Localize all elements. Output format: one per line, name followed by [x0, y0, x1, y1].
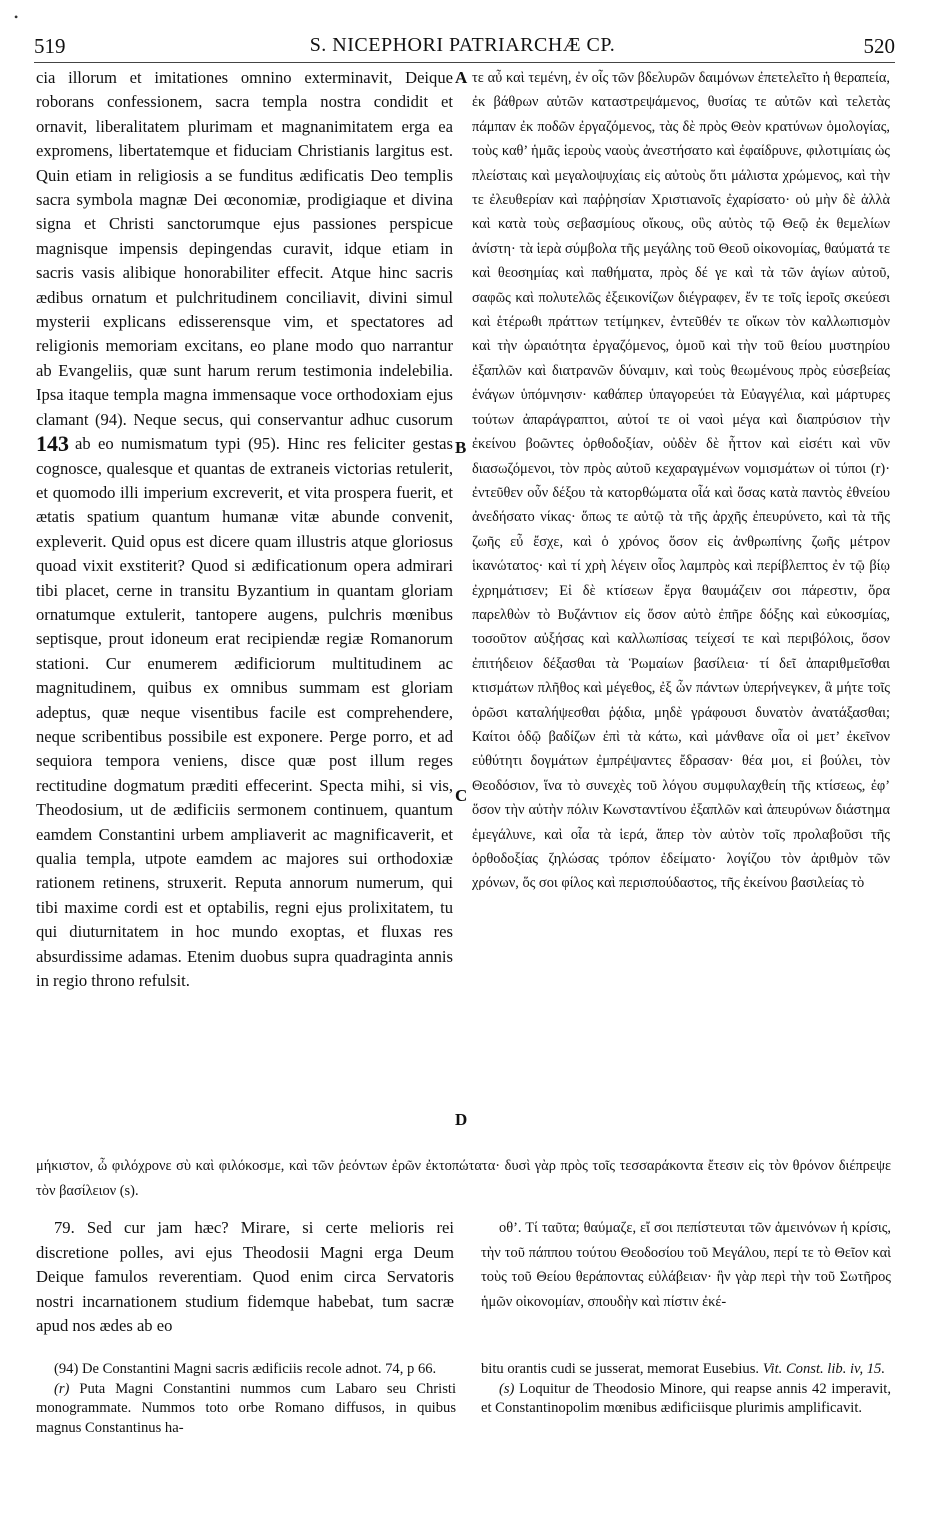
greek-column-top	[472, 66, 890, 1150]
footnote-r-continued	[481, 1360, 891, 1380]
greek-column-bottom	[481, 1216, 891, 1340]
footnote-s	[481, 1380, 891, 1419]
footnotes-left	[36, 1360, 456, 1460]
latin-text-part-1: cia illorum et imitationes omnino exterminavit, Deique roborans confessionem, sacra templa nostra condidit et ornavit, liberalitatem plurimam et magnanimitatem erga ea expromens, libertatemque et fiduciam Christianis largitus est. Quin etiam in religiosis a se funditus ædificatis Deo templis sacra symbola magnæ Dei œconomiæ, prodigiaque et divina signa et Christi sanctorumque ejus passiones perspicue magnisque impensis depingendas curavit, idque etiam in sacris vasis alibique honorabiliter effecit. Atque hinc sacris ædibus ornatum et pulchritudinem conciliavit, divini simul mysterii explicans edisserensque vim, et spectatores ad religionis memoriam excitans, eo plane modo quo narrantur ab Evangeliis, quæ sunt harum rerum testimonia indelebilia. Ipsa itaque templa magna immensaque voce orthodoxiam ejus clamant (94). Neque secus, qui conservantur adhuc cusorum	[36, 68, 453, 429]
greek-full-width-lines	[36, 1154, 891, 1208]
section-marker-c: C	[455, 786, 468, 805]
latin-section-79: 79. Sed cur jam hæc? Mirare, si certe melioris rei discretione polles, avi ejus Theodosii Magni erga Deum Deique famulos reverentiam. Quod enim circa Servatoris nostri incarnationem studium fidemque habebat, tum sacræ apud nos ædes ab eo	[36, 1218, 454, 1336]
footnote-r-text: Puta Magni Constantini nummos cum Labaro seu Christi monogrammate. Nummos toto orbe Romano diffusos, in quibus magnus Constantinus ha-	[36, 1380, 456, 1436]
footnote-r-ref: (r)	[54, 1380, 70, 1397]
footnote-s-ref: (s)	[499, 1380, 515, 1397]
latin-column-top	[36, 66, 453, 1150]
greek-paragraph: τε αὖ καὶ τεμένη, ἐν οἷς τῶν βδελυρῶν δαιμόνων ἐπετελεῖτο ἡ θεραπεία, ἐκ βάθρων αὐτῶν καταστρεψάμενος, θυσίας τε αὐτῶν καὶ τελετὰς πάμπαν ἐκ ποδῶν ἐργαζόμενος, τὰς δὲ πρὸς Θεὸν κρατύνων ὁμολογίας, τοὺς καθ’ ἡμᾶς ἱεροὺς ναοὺς ἀνεστήσατο καὶ ἐφαίδρυνε, φιλοτιμίαις ὡς πλείσταις καὶ μεγαλοψυχίαις εἰς αὐτοὺς ὅτι μάλιστα χρώμενος, καὶ τὴν τε ἐλευθερίαν καὶ παῤῥησίαν Χριστιανοῖς ἐχαρίσατο· οὐ μὴν δὲ ἀλλὰ καὶ κατὰ τοὺς σεβασμίους οἴκους, οὓς αὐτὸς τῷ Θεῷ ἐκ θεμελίων ἀνίστη· τὰ ἱερὰ σύμβολα τῆς μεγάλης τοῦ Θεοῦ οἰκονομίας, θαύματά τε καὶ θεοσημίας καὶ παθήματα, πρὸς δέ γε καὶ τὰ τῶν ἁγίων αὐτοῦ, σαφῶς καὶ πολυτελῶς ἐξεικονίζων διέγραφεν, ἔν τε τοῖς ἱεροῖς σκεύεσι καὶ ἑτέρωθι πράττων τετίμηκεν, ἐντεῦθέν τε οἴκων τὸν καλλωπισμὸν καὶ τὴν ὡραιότητα ἐργαζόμενος, ὁμοῦ καὶ τὴν τοῦ θείου μυστηρίου ἐξαπλῶν καὶ διατρανῶν δύναμιν, καὶ τοὺς θεωμένους πρὸς εὐσεβείας ἐνάγων ὑπόμνησιν· καθάπερ ὑπαγορεύει τὰ Εὐαγγέλια, καὶ μάρτυρες τούτων ἀπαράγραπτοι, αὐτοί τε οἱ ναοὶ μέγα καὶ διαπρύσιον τὴν ἐκείνου βοῶντες ὀρθοδοξίαν, οὐδὲν δὲ ἧττον καὶ εἰσέτι καὶ νῦν διασωζόμενοι, τὸν πρὸς αὐτοῦ κεχαραγμένων νομισμάτων οἱ τύποι (r)· ἐντεῦθεν οὖν δέξου τὰ κατορθώματα οἷά καὶ ὅσας κατὰ παντὸς ἐθνείου ἀνεδήσατο νίκας· ὅπως τε αὐτῷ τὰ τῆς ἀρχῆς ἐπευρύνετο, καὶ τὰ τῆς ζωῆς εὖ ἔσχε, καὶ ὁ χρόνος ὅσον εἰς ἀνθρωπίνης ζωῆς μέτρον ἱκανώτατος· καὶ τί χρὴ λέγειν οἷος λαμπρὸς καὶ περίβλεπτος ἐν τῷ βίῳ ἐχρημάτισεν; Εἰ δὲ κτίσεων ἔργα θαυμάζειν σοι πάρεστιν, ὅρα παρελθὼν τὸ Βυζάντιον εἰς ὅσον αὐτὸ ἐπῆρε δόξης καὶ εὐκοσμίας, τοσοῦτον αὐξήσας καὶ καλλωπίσας τείχεσί τε καὶ περιβόλοις, ὅσον ἐπιτήδειον δέξασθαι τὰ Ῥωμαίων βασίλεια· τί δεῖ ἀπαριθμεῖσθαι κτισμάτων πλῆθος καὶ μέγεθος, ἐξ ὧν πάντων ὑπερήνεγκεν, ἃ μήτε τοῖς ὁρῶσι καταλήψεσθαι ῥᾴδια, μηδὲ γράφουσι δυνατὸν ἀνατάξασθαι; Καίτοι ὁδῷ βαδίζων ἐπὶ τὰ κάτω, καὶ μάνθανε οἷα οἱ μετ’ ἐκεῖνον εὐθύτητι δογμάτων ἐμπρέψαντες ἔδρασαν· θέα μοι, εἰ βούλει, τὸν Θεοδόσιον, ἵνα τὸ συνεχὲς τοῦ λόγου συμφυλαχθείη τῆς κτίσεως, ἐφ’ ὅσον τὴν αὐτὴν πόλιν Κωνσταντίνου ἐξαπλῶν καὶ ἀπευρύνων διάστημα ἐμεγάλυνε, καὶ οἷα τὰ ἱερά, ἅπερ τὸν αὐτὸν τοῖς προλαβοῦσι τῆς ὀρθοδοξίας ζηλώσας τρόπον ἐδείματο· λογίζου τὸν ἀριθμὸν τῶν χρόνων, ὅς σοι φίλος καὶ περισπούδαστος, τῆς ἐκείνου βασιλείας τὸ	[472, 70, 890, 892]
column-number-left: 519	[34, 34, 66, 58]
page-header	[0, 34, 925, 64]
footnote-s-text: Loquitur de Theodosio Minore, qui reapse annis 42 imperavit, et Constantinopolim mœnibus ædificiisque plurimis amplificavit.	[481, 1380, 891, 1417]
latin-paragraph	[36, 66, 453, 993]
footnote-94: (94) De Constantini Magni sacris ædificiis recole adnot. 74, p 66.	[54, 1361, 437, 1377]
page-speck: •	[14, 10, 19, 24]
greek-section-79: οθ’. Τί ταῦτα; θαύμαζε, εἴ σοι πεπίστευται τῶν ἀμεινόνων ἡ κρίσις, τὴν τοῦ πάππου τούτου Θεοδοσίου τοῦ Μεγάλου, περί τε τὸ Θεῖον καὶ τοὺς τοῦ Θείου θεράποντας εὐλάβειαν· ἣν γὰρ περὶ τὴν τοῦ Σωτῆρος ἡμῶν οἰκονομίαν, σπουδὴν καὶ πίστιν ἐκέ-	[481, 1220, 891, 1310]
footnotes-right	[481, 1360, 891, 1460]
section-marker-a: A	[455, 68, 468, 87]
footnote-r	[36, 1380, 456, 1439]
footnote-r-cont-text: bitu orantis cudi se jusserat, memorat Eusebius.	[481, 1361, 760, 1377]
greek-continuation: μήκιστον, ὦ φιλόχρονε σὺ καὶ φιλόκοσμε, καὶ τῶν ῥεόντων ἐρῶν ἐκτοπώτατα· δυσὶ γὰρ πρὸς τοῖς τεσσαράκοντα ἔτεσιν εἰς τὸν θρόνον διέπρεψε τὸν βασίλειον (s).	[36, 1158, 891, 1199]
section-marker-b: B	[455, 438, 467, 457]
latin-column-bottom	[36, 1216, 454, 1340]
margin-number: 143	[36, 431, 69, 457]
column-number-right: 520	[863, 34, 895, 58]
latin-text-part-2: ab eo numismatum typi (95). Hinc res feliciter gestas cognosce, qualesque et quantas de extraneis victorias retulerit, et quomodo illi imperium excreverit, et vita prospera fuerit, et ætatis spatium quantum humanæ vitæ abunde convenit, expleverit. Quid opus est dicere quam illustris atque gloriosus quoad vixit exstiterit? Quod si ædificationum opera admirari tibi placet, cerne in transitu Byzantium in quantam gloriam ornatumque extulerit, tantopere augens, pulchris mœnibus septisque, prout idoneum erat recipiendæ regiæ Romanorum stationi. Cur enumerem ædificiorum multitudinem ac magnitudinem, quibus ex omnibus summam est gloriam adeptus, quæ neque visentibus facile est comprehendere, neque scribentibus possibile est exponere. Perge porro, et ad sequiora tempora veniens, disce quæ post illum reges rectitudine dogmatum præditi effecerint. Specta mihi, si vis, Theodosium, ut de ædificiis sermonem continuem, quantum eamdem Constantini urbem ampliaverit ac magnificaverit, et qualia templa, utpote eamdem ac majores sui orthodoxiæ rationem retinens, struxerit. Reputa annorum numerum, qui tibi maxime cordi est et optabilis, regni ejus prolixitatem, tu qui diuturnitatem in hoc mundo exoptas, et fluxas res absurdissime adamas. Etenim duobus supra quadraginta annis in regio throno refulsit.	[36, 434, 453, 991]
section-marker-d: D	[455, 1110, 468, 1129]
header-rule	[34, 62, 895, 63]
footnote-r-citation: Vit. Const. lib. iv, 15.	[762, 1361, 885, 1377]
running-title: S. NICEPHORI PATRIARCHÆ CP.	[309, 34, 616, 56]
